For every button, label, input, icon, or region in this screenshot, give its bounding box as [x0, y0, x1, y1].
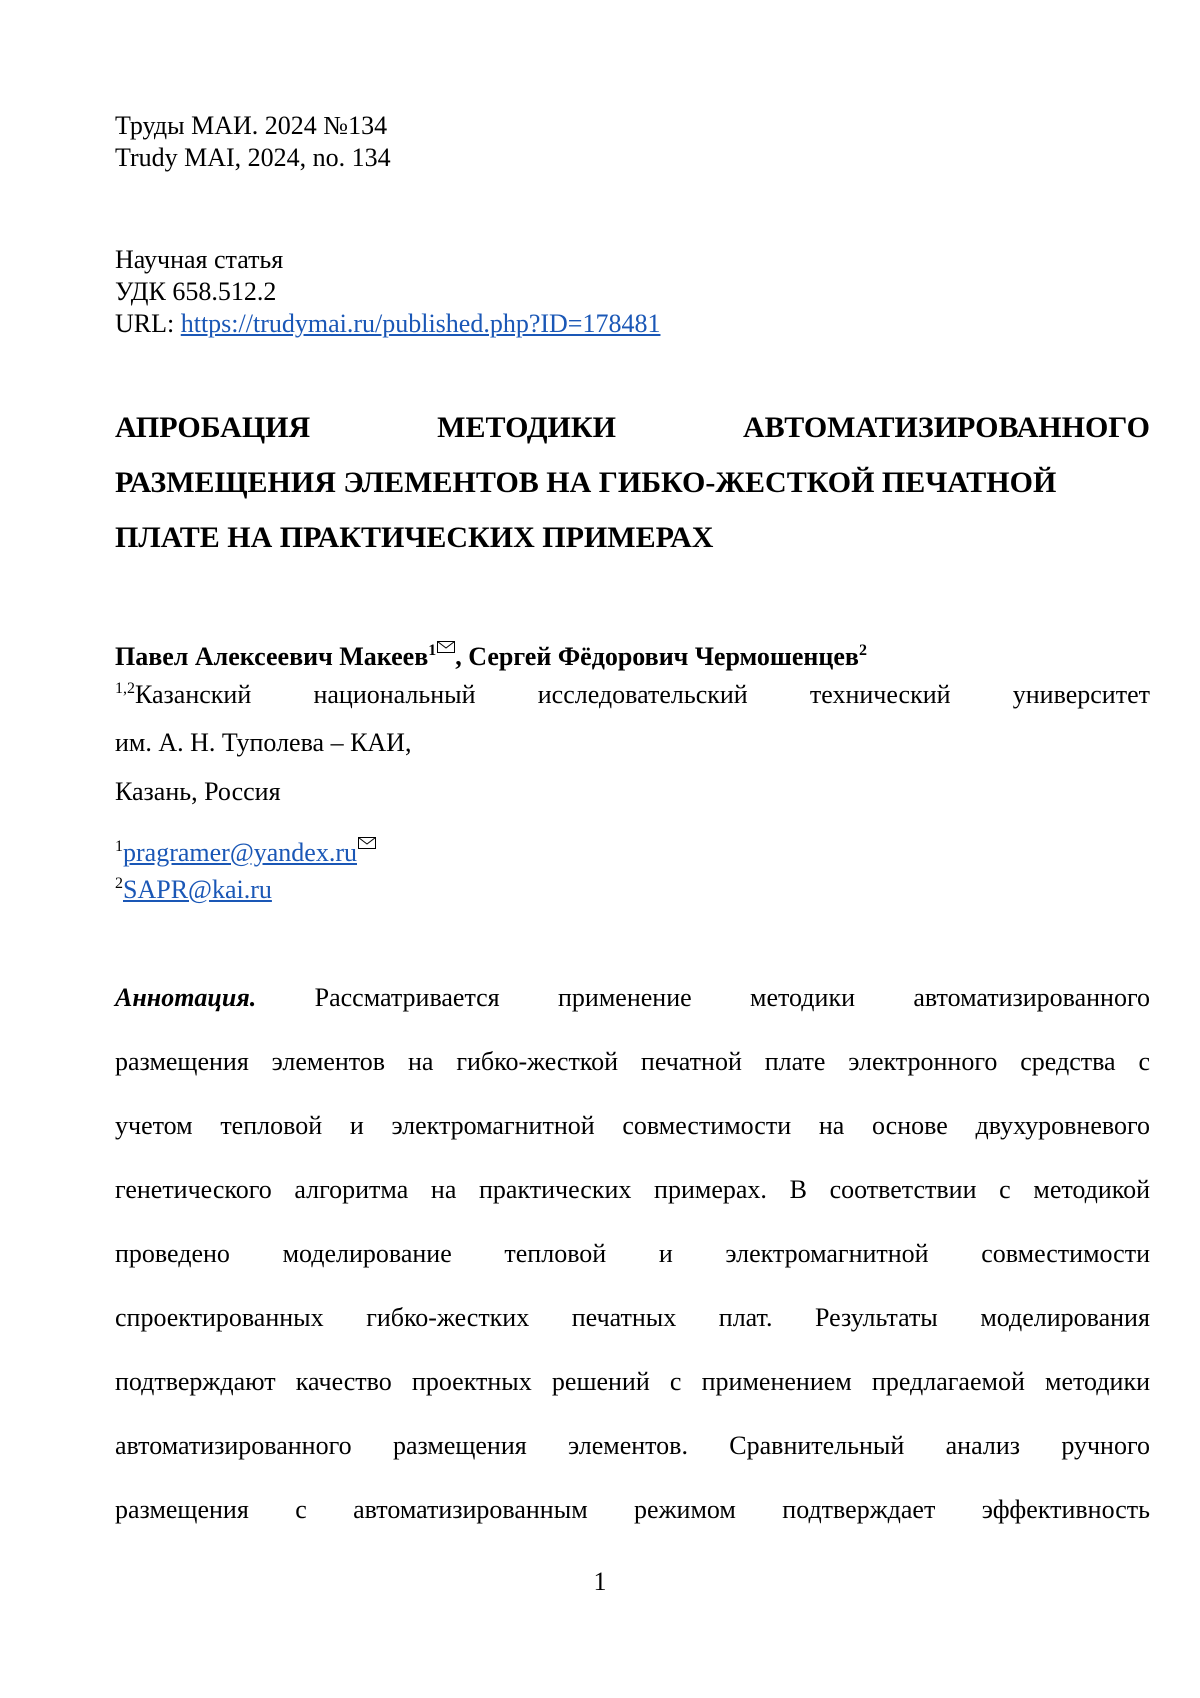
author-2-affiliation-sup: 2: [858, 642, 867, 659]
abstract-word: печатных: [571, 1303, 677, 1332]
authors-line: [115, 629, 867, 673]
abstract-line-6: [115, 1302, 1150, 1334]
email-line-1: [115, 825, 376, 869]
affiliation-sup: 1,2: [115, 680, 135, 697]
abstract-word: применение: [558, 983, 692, 1012]
title-word: АВТОМАТИЗИРОВАННОГО: [742, 411, 1150, 444]
abstract-word: электромагнитной: [725, 1239, 929, 1268]
title-line-3: ПЛАТЕ НА ПРАКТИЧЕСКИХ ПРИМЕРАХ: [115, 521, 714, 554]
abstract-word: методики: [750, 983, 855, 1012]
abstract-word: проведено: [115, 1239, 230, 1268]
abstract-line-8: [115, 1430, 1150, 1462]
paper-page: [115, 0, 1150, 1698]
abstract-word: плат.: [718, 1303, 773, 1332]
abstract-word: автоматизированного: [913, 983, 1150, 1012]
abstract-word: Сравнительный: [729, 1431, 905, 1460]
abstract-word: спроектированных: [115, 1303, 324, 1332]
title-word: МЕТОДИКИ: [437, 411, 616, 444]
abstract-word: эффективность: [981, 1495, 1150, 1524]
udk-code: УДК 658.512.2: [115, 277, 277, 306]
abstract-word: автоматизированным: [353, 1495, 588, 1524]
abstract-line-3: учетом тепловой и электромагнитной совместимости на основе двухуровневого: [115, 1111, 1150, 1140]
page-number: 1: [593, 1567, 607, 1596]
email-2-sup: 2: [115, 875, 123, 892]
author-1-affiliation-sup: 1: [428, 642, 437, 659]
affiliation-word: университет: [1012, 680, 1150, 709]
envelope-icon: [358, 825, 376, 857]
title-word: АПРОБАЦИЯ: [115, 411, 311, 444]
email-2-link[interactable]: SAPR@kai.ru: [123, 875, 272, 904]
email-1-link[interactable]: pragramer@yandex.ru: [123, 838, 357, 867]
abstract-word: моделирования: [980, 1303, 1150, 1332]
abstract-word: режимом: [634, 1495, 736, 1524]
article-type: Научная статья: [115, 245, 284, 274]
abstract-word: тепловой: [504, 1239, 607, 1268]
affiliation-line-1: [115, 679, 1150, 711]
abstract-line-4: генетического алгоритма на практических примерах. В соответствии с методикой: [115, 1175, 1150, 1204]
affiliation-line-3: Казань, Россия: [115, 777, 281, 806]
abstract-word: размещения: [115, 1495, 249, 1524]
affiliation-line-2: им. А. Н. Туполева – КАИ,: [115, 728, 412, 757]
journal-header: [115, 110, 1150, 174]
abstract-word: моделирование: [282, 1239, 452, 1268]
author-1-name: Павел Алексеевич Макеев: [115, 642, 429, 671]
abstract-line-5: [115, 1238, 1150, 1270]
affiliation-word: исследовательский: [537, 680, 748, 709]
affiliation-word: технический: [809, 680, 951, 709]
authors-separator: ,: [455, 642, 469, 671]
abstract-word: ручного: [1061, 1431, 1150, 1460]
abstract-word: с: [295, 1495, 307, 1524]
abstract-line-1: [115, 982, 1150, 1014]
abstract-word: элементов.: [568, 1431, 688, 1460]
abstract-word: автоматизированного: [115, 1431, 352, 1460]
abstract-line-2: размещения элементов на гибко-жесткой печатной плате электронного средства с: [115, 1047, 1150, 1076]
email-1-sup: 1: [115, 838, 123, 855]
email-line-2: [115, 874, 272, 906]
abstract-word: и: [658, 1239, 673, 1268]
affiliation-word: Казанский: [135, 680, 252, 709]
affiliation-word-first: [115, 679, 251, 711]
author-2-name: Сергей Фёдорович Чермошенцев: [468, 642, 859, 671]
affiliation-word: национальный: [313, 680, 476, 709]
title-line-1: [115, 410, 1150, 446]
article-url-link[interactable]: https://trudymai.ru/published.php?ID=178481: [180, 309, 661, 338]
abstract-line-7: подтверждают качество проектных решений с применением предлагаемой методики: [115, 1367, 1150, 1396]
url-label: URL:: [115, 309, 181, 338]
abstract-line-9: [115, 1494, 1150, 1526]
journal-name-en: Trudy MAI, 2024, no. 134: [115, 143, 391, 172]
abstract-word: анализ: [945, 1431, 1021, 1460]
article-meta: [115, 244, 1150, 340]
abstract-word: Рассматривается: [314, 983, 500, 1012]
abstract-word: совместимости: [981, 1239, 1150, 1268]
abstract-word: гибко-жестких: [366, 1303, 530, 1332]
abstract-word: Результаты: [815, 1303, 938, 1332]
envelope-icon: [437, 629, 455, 661]
abstract-word: размещения: [392, 1431, 527, 1460]
journal-name-ru: Труды МАИ. 2024 №134: [115, 111, 388, 140]
abstract-word: подтверждает: [782, 1495, 936, 1524]
abstract-label: Аннотация.: [115, 983, 257, 1012]
article-url-line: [115, 308, 1150, 340]
title-line-2: РАЗМЕЩЕНИЯ ЭЛЕМЕНТОВ НА ГИБКО-ЖЕСТКОЙ ПЕЧАТНОЙ: [115, 466, 1057, 499]
